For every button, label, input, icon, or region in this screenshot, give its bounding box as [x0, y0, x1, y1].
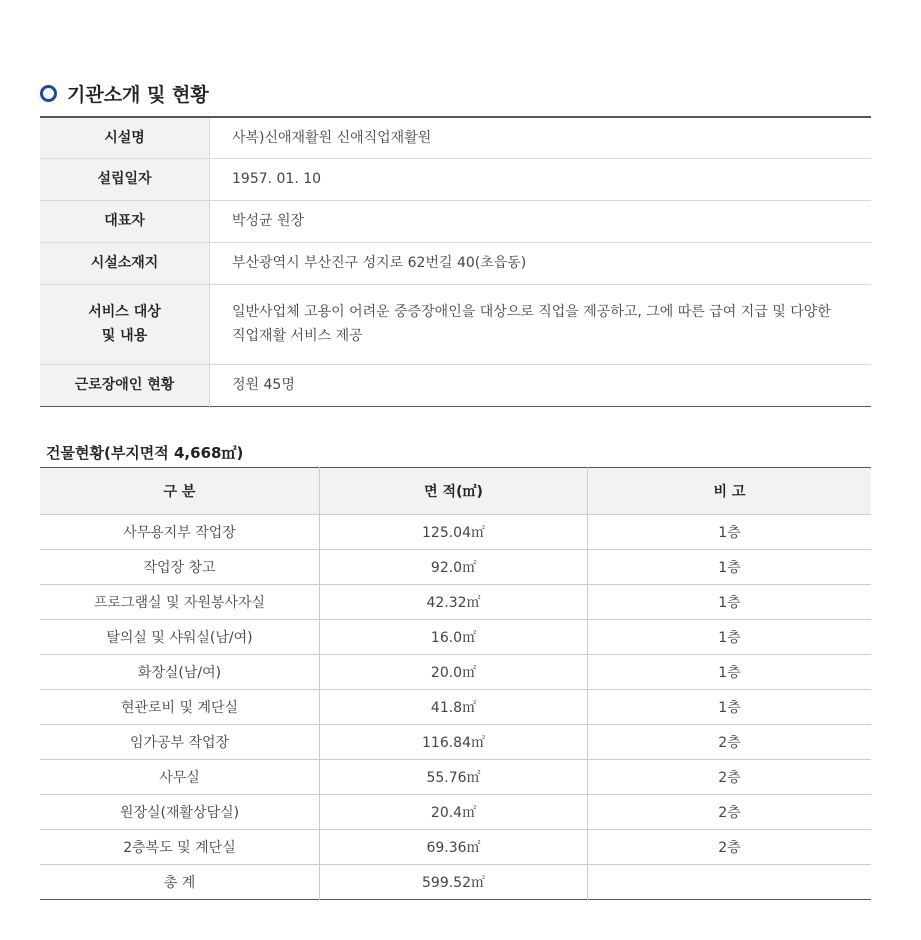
floor-note-cell: 1층 [588, 620, 872, 655]
info-row [40, 364, 871, 406]
column-header: 면 적(㎡) [320, 468, 588, 515]
table-row [40, 515, 871, 550]
room-name-cell: 화장실(남/여) [40, 655, 320, 690]
area-cell: 92.0㎡ [320, 550, 588, 585]
table-row [40, 795, 871, 830]
table-row [40, 585, 871, 620]
room-name-cell: 사무실 [40, 760, 320, 795]
room-name-cell: 사무용지부 작업장 [40, 515, 320, 550]
room-name-cell: 임가공부 작업장 [40, 725, 320, 760]
table-row [40, 690, 871, 725]
table-row [40, 865, 871, 900]
info-value-line: 직업재활 서비스 제공 [232, 328, 363, 344]
info-label: 시설명 [40, 117, 210, 158]
info-value: 사복)신애재활원 신애직업재활원 [210, 117, 872, 158]
table-row [40, 550, 871, 585]
room-name-cell: 탈의실 및 샤워실(남/여) [40, 620, 320, 655]
info-row [40, 284, 871, 364]
table-row [40, 655, 871, 690]
area-cell: 599.52㎡ [320, 865, 588, 900]
info-label: 대표자 [40, 200, 210, 242]
info-row [40, 117, 871, 158]
info-value-line: 일반사업체 고용이 어려운 중증장애인을 대상으로 직업을 제공하고, 그에 따른 급여 지급 및 다양한 [232, 304, 831, 320]
building-status-table [40, 467, 871, 900]
floor-note-cell: 1층 [588, 585, 872, 620]
facility-info-table [40, 116, 871, 407]
info-row [40, 200, 871, 242]
info-label-line: 및 내용 [101, 328, 148, 344]
floor-note-cell: 2층 [588, 830, 872, 865]
area-cell: 16.0㎡ [320, 620, 588, 655]
room-name-cell: 2층복도 및 계단실 [40, 830, 320, 865]
info-value [210, 284, 872, 364]
info-label: 시설소재지 [40, 242, 210, 284]
info-value: 1957. 01. 10 [210, 158, 872, 200]
table-row [40, 620, 871, 655]
room-name-cell: 프로그램실 및 자원봉사자실 [40, 585, 320, 620]
section-title [40, 78, 209, 108]
area-cell: 116.84㎡ [320, 725, 588, 760]
area-cell: 125.04㎡ [320, 515, 588, 550]
table-header-row [40, 468, 871, 515]
floor-note-cell: 2층 [588, 725, 872, 760]
column-header: 구 분 [40, 468, 320, 515]
info-value: 박성균 원장 [210, 200, 872, 242]
floor-note-cell: 1층 [588, 690, 872, 725]
area-cell: 55.76㎡ [320, 760, 588, 795]
floor-note-cell: 1층 [588, 655, 872, 690]
area-cell: 20.4㎡ [320, 795, 588, 830]
info-label [40, 284, 210, 364]
section-title-text: 기관소개 및 현황 [67, 83, 209, 106]
floor-note-cell [588, 865, 872, 900]
area-cell: 69.36㎡ [320, 830, 588, 865]
info-row [40, 242, 871, 284]
room-name-cell: 현관로비 및 계단실 [40, 690, 320, 725]
building-status-title: 건물현황(부지면적 4,668㎡) [46, 444, 244, 462]
floor-note-cell: 1층 [588, 550, 872, 585]
floor-note-cell: 2층 [588, 795, 872, 830]
area-cell: 42.32㎡ [320, 585, 588, 620]
info-value: 정원 45명 [232, 377, 295, 393]
building-table-body [40, 515, 871, 900]
floor-note-cell: 2층 [588, 760, 872, 795]
room-name-cell: 총 계 [40, 865, 320, 900]
table-row [40, 760, 871, 795]
info-label: 설립일자 [40, 158, 210, 200]
info-value: 부산광역시 부산진구 성지로 62번길 40(초읍동) [210, 242, 872, 284]
table-row [40, 830, 871, 865]
floor-note-cell: 1층 [588, 515, 872, 550]
circle-bullet-icon [40, 85, 57, 102]
area-cell: 41.8㎡ [320, 690, 588, 725]
area-cell: 20.0㎡ [320, 655, 588, 690]
info-label-line: 서비스 대상 [88, 304, 161, 320]
column-header: 비 고 [588, 468, 872, 515]
info-row [40, 158, 871, 200]
room-name-cell: 작업장 창고 [40, 550, 320, 585]
room-name-cell: 원장실(재활상담실) [40, 795, 320, 830]
info-label: 근로장애인 현황 [40, 364, 210, 406]
table-row [40, 725, 871, 760]
